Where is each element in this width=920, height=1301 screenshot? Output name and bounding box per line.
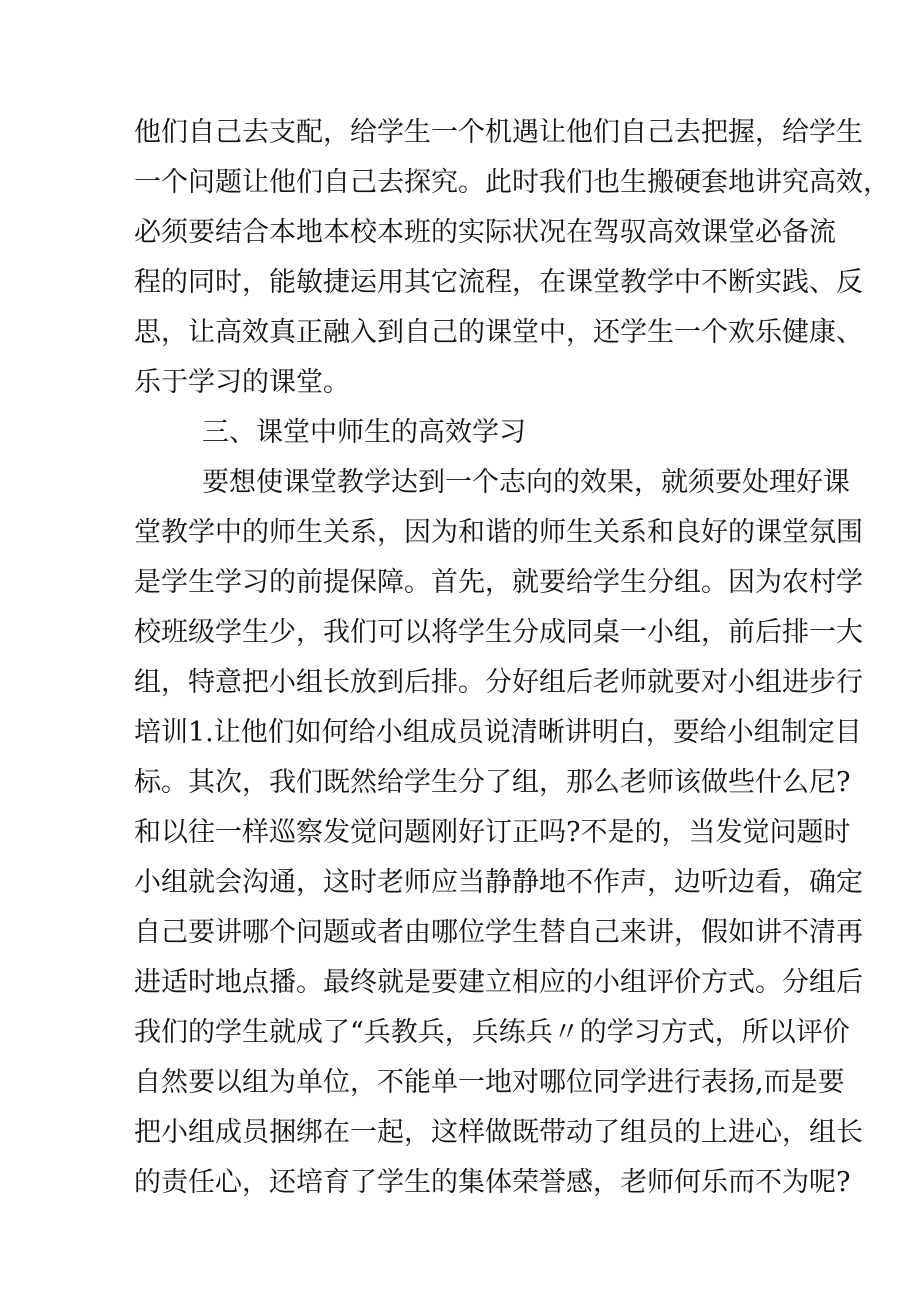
- paragraph-2-line-2: 堂教学中的师生关系，因为和谐的师生关系和良好的课堂氛围: [134, 517, 863, 548]
- paragraph-1-line-3: 必须要结合本地本校本班的实际状况在驾驭高效课堂必备流: [134, 217, 836, 248]
- paragraph-2-line-6: 培训1.让他们如何给小组成员说清晰讲明白，要给小组制定目: [134, 717, 862, 748]
- paragraph-1-line-6: 乐于学习的课堂。: [134, 367, 350, 398]
- paragraph-1-line-4: 程的同时，能敏捷运用其它流程，在课堂教学中不断实践、反: [134, 267, 863, 298]
- paragraph-2-line-8: 和以往一样巡察发觉问题刚好订正吗?不是的，当发觉问题时: [134, 817, 851, 848]
- paragraph-2-line-4: 校班级学生少，我们可以将学生分成同桌一小组，前后排一大: [134, 617, 863, 648]
- paragraph-2-line-7: 标。其次，我们既然给学生分了组，那么老师该做些什么尼?: [134, 767, 851, 798]
- paragraph-1-line-5: 思，让高效真正融入到自己的课堂中，还学生一个欢乐健康、: [134, 317, 863, 348]
- paragraph-2-line-9: 小组就会沟通，这时老师应当静静地不作声，边听边看，确定: [134, 867, 863, 898]
- paragraph-2-line-15: 的责任心，还培育了学生的集体荣誉感，老师何乐而不为呢?: [134, 1167, 851, 1198]
- paragraph-2-line-11: 进适时地点播。最终就是要建立相应的小组评价方式。分组后: [134, 967, 863, 998]
- paragraph-1-line-2: 一个问题让他们自己去探究。此时我们也生搬硬套地讲究高效，: [134, 167, 890, 198]
- section-heading: 三、课堂中师生的高效学习: [202, 417, 526, 448]
- paragraph-2-line-3: 是学生学习的前提保障。首先，就要给学生分组。因为农村学: [134, 567, 863, 598]
- paragraph-2-line-1: 要想使课堂教学达到一个志向的效果，就须要处理好课: [202, 467, 850, 498]
- paragraph-2-line-14: 把小组成员捆绑在一起，这样做既带动了组员的上进心，组长: [134, 1117, 863, 1148]
- paragraph-2-line-13: 自然要以组为单位，不能单一地对哪位同学进行表扬,而是要: [134, 1067, 845, 1098]
- paragraph-2-line-5: 组，特意把小组长放到后排。分好组后老师就要对小组进步行: [134, 667, 863, 698]
- paragraph-2-line-12: 我们的学生就成了“兵教兵，兵练兵〃的学习方式，所以评价: [134, 1017, 850, 1048]
- paragraph-2-line-10: 自己要讲哪个问题或者由哪位学生替自己来讲，假如讲不清再: [134, 917, 863, 948]
- paragraph-1-line-1: 他们自己去支配，给学生一个机遇让他们自己去把握，给学生: [134, 117, 863, 148]
